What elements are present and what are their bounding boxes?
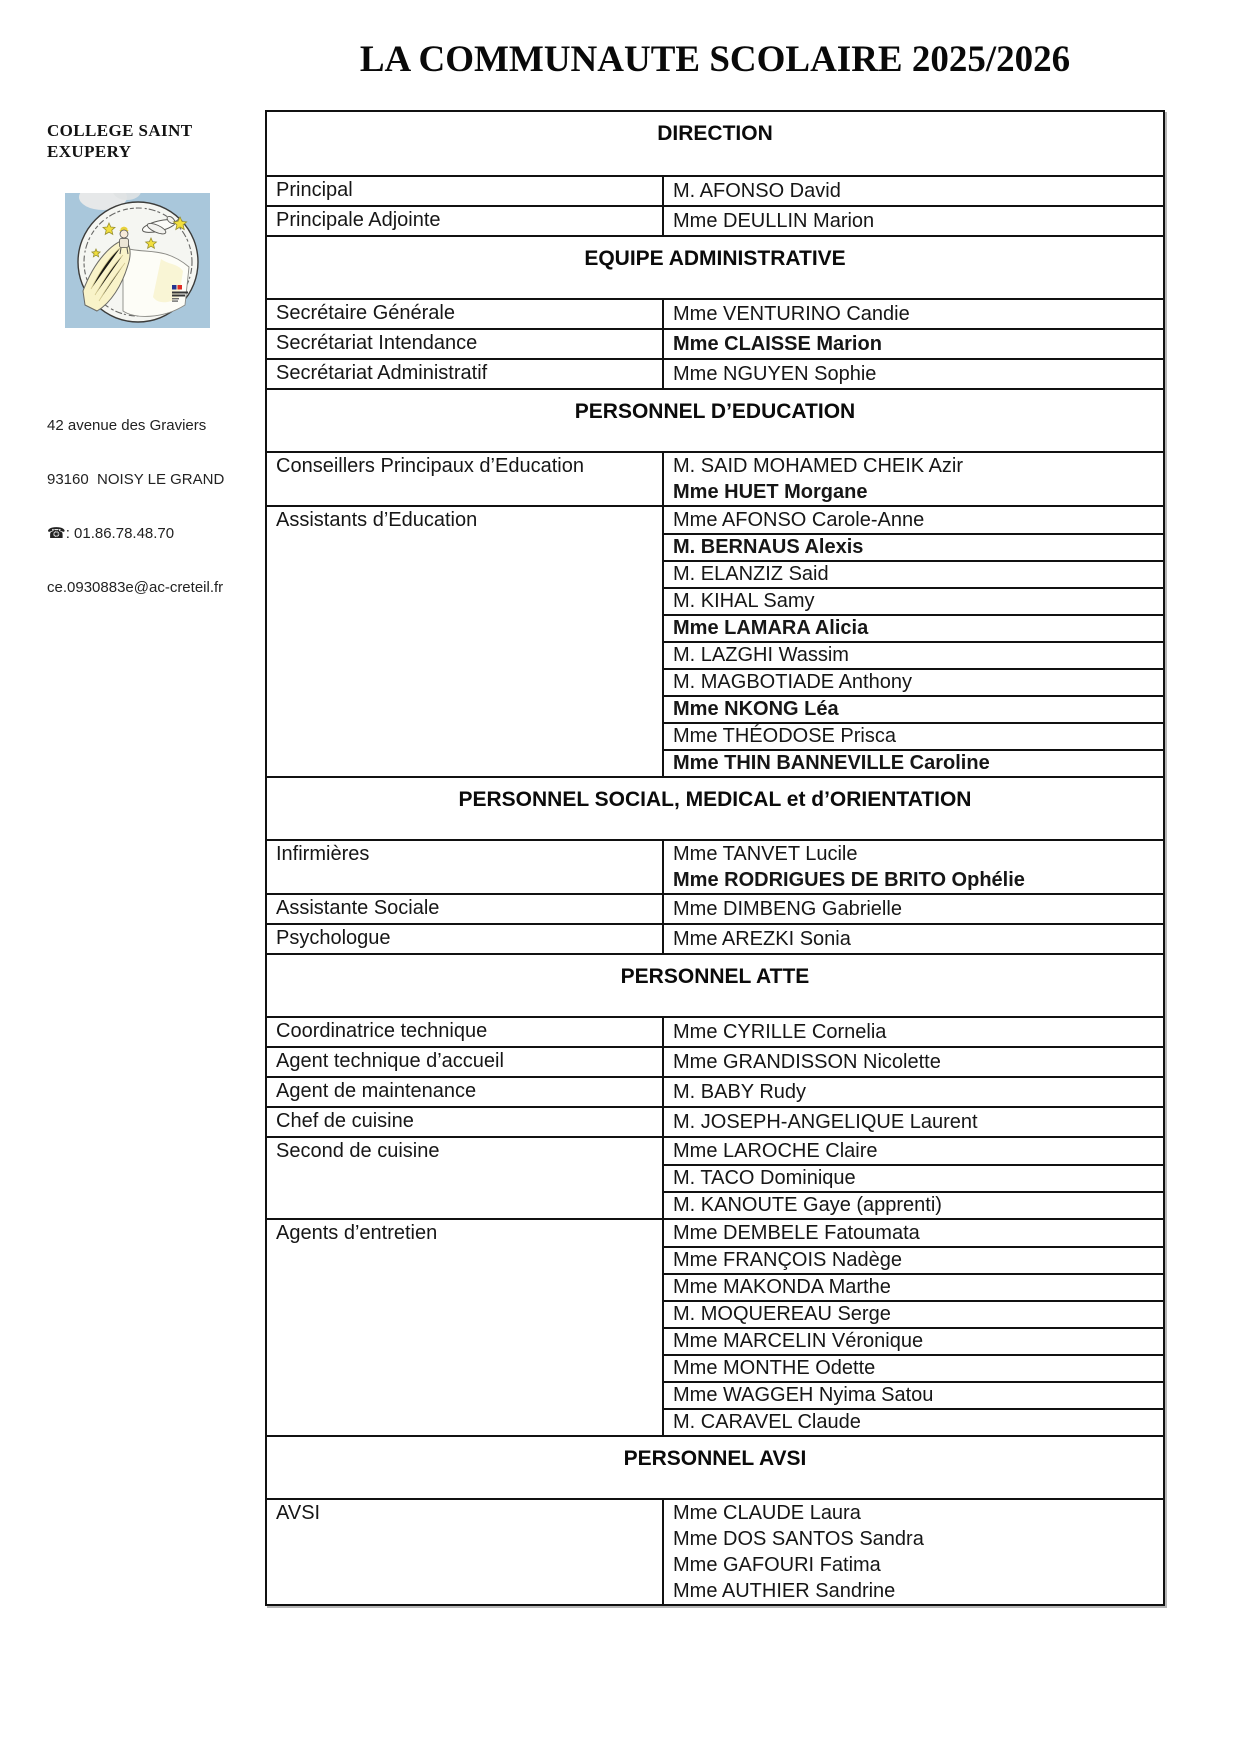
row-label: Coordinatrice technique [267,1018,664,1046]
directory-row [267,175,1163,205]
row-label: Assistante Sociale [267,895,664,923]
person-name: Mme NGUYEN Sophie [673,362,877,385]
person-name: M. TACO Dominique [664,1164,1163,1191]
row-names [664,1018,1163,1046]
directory-row [267,358,1163,388]
directory-row [267,298,1163,328]
section-header: EQUIPE ADMINISTRATIVE [267,235,1163,298]
row-label: Secrétariat Intendance [267,330,664,358]
row-label: Infirmières [267,841,664,893]
row-names [664,300,1163,328]
person-name: M. ELANZIZ Said [664,560,1163,587]
school-name-line2: EXUPERY [47,142,132,161]
row-names [664,177,1163,205]
school-name [47,120,247,162]
directory-row [267,328,1163,358]
person-name: Mme AFONSO Carole-Anne [673,508,925,531]
section-header: PERSONNEL SOCIAL, MEDICAL et d’ORIENTATION [267,776,1163,839]
person-name: M. MOQUEREAU Serge [664,1300,1163,1327]
person-name: M. MAGBOTIADE Anthony [664,668,1163,695]
row-label: Psychologue [267,925,664,953]
row-names [664,207,1163,235]
person-name: Mme AUTHIER Sandrine [673,1579,896,1602]
person-name: Mme THÉODOSE Prisca [664,722,1163,749]
row-label: Conseillers Principaux d’Education [267,453,664,505]
person-name: M. JOSEPH-ANGELIQUE Laurent [673,1110,978,1133]
person-name: Mme NKONG Léa [664,695,1163,722]
person-name: Mme RODRIGUES DE BRITO Ophélie [673,868,1025,891]
person-name: Mme HUET Morgane [673,480,868,503]
person-name: Mme THIN BANNEVILLE Caroline [664,749,1163,776]
row-label: Second de cuisine [267,1138,664,1218]
person-name: Mme VENTURINO Candie [673,302,910,325]
address-line-2: 93160 NOISY LE GRAND [47,471,225,488]
row-label: Agent technique d’accueil [267,1048,664,1076]
row-names [664,925,1163,953]
row-label: Assistants d’Education [267,507,664,776]
row-label: Secrétariat Administratif [267,360,664,388]
person-name: Mme LAROCHE Claire [673,1139,878,1162]
directory-row [267,1106,1163,1136]
row-names [664,1220,1163,1435]
row-names [664,330,1163,358]
person-name: Mme CYRILLE Cornelia [673,1020,887,1043]
directory-row [267,1076,1163,1106]
phone-icon: ☎ [47,525,66,542]
row-names [664,1500,1163,1604]
directory-row [267,893,1163,923]
address-line-1: 42 avenue des Graviers [47,417,207,434]
page-title: LA COMMUNAUTE SCOLAIRE 2025/2026 [359,39,1071,80]
phone-number: : 01.86.78.48.70 [65,525,175,542]
row-names [664,360,1163,388]
directory-row [267,451,1163,505]
person-name: Mme AREZKI Sonia [673,927,851,950]
school-address-block [47,381,257,633]
row-names [664,895,1163,923]
directory-row [267,1046,1163,1076]
row-names [664,507,1163,776]
row-label: Principal [267,177,664,205]
person-name: Mme TANVET Lucile [673,842,858,865]
row-names [664,1108,1163,1136]
person-name: Mme CLAISSE Marion [673,332,882,355]
directory-row [267,1218,1163,1435]
school-logo [65,193,210,328]
school-name-line1: COLLEGE SAINT [47,121,193,140]
row-label: Chef de cuisine [267,1108,664,1136]
person-name: M. AFONSO David [673,179,841,202]
row-label: AVSI [267,1500,664,1604]
phone-line [47,525,257,543]
directory-row [267,1016,1163,1046]
row-label: Principale Adjointe [267,207,664,235]
section-header: PERSONNEL AVSI [267,1435,1163,1498]
row-label: Agents d’entretien [267,1220,664,1435]
person-name: Mme DEULLIN Marion [673,209,875,232]
row-names [664,453,1163,505]
person-name: Mme MONTHE Odette [664,1354,1163,1381]
person-name: M. BERNAUS Alexis [664,533,1163,560]
row-names [664,1048,1163,1076]
email-address: ce.0930883e@ac-creteil.fr [47,579,224,596]
person-name: Mme GAFOURI Fatima [673,1553,881,1576]
row-names [664,841,1163,893]
row-names [664,1138,1163,1218]
person-name: Mme LAMARA Alicia [664,614,1163,641]
directory-row [267,1136,1163,1218]
person-name: Mme CLAUDE Laura [673,1501,861,1524]
directory-row [267,505,1163,776]
row-label: Agent de maintenance [267,1078,664,1106]
row-names [664,1078,1163,1106]
person-name: M. LAZGHI Wassim [664,641,1163,668]
person-name: Mme DIMBENG Gabrielle [673,897,902,920]
person-name: M. KANOUTE Gaye (apprenti) [664,1191,1163,1218]
person-name: Mme MAKONDA Marthe [664,1273,1163,1300]
person-name: Mme DEMBELE Fatoumata [673,1221,920,1244]
person-name: Mme GRANDISSON Nicolette [673,1050,941,1073]
person-name: Mme WAGGEH Nyima Satou [664,1381,1163,1408]
person-name: M. SAID MOHAMED CHEIK Azir [673,454,964,477]
section-header: DIRECTION [657,122,773,145]
directory-row [267,1498,1163,1604]
person-name: Mme DOS SANTOS Sandra [673,1527,924,1550]
little-prince-logo-drawing [65,193,210,328]
directory-row [267,923,1163,953]
directory-row [267,839,1163,893]
directory-row [267,205,1163,235]
row-label: Secrétaire Générale [267,300,664,328]
directory-table [265,110,1165,1606]
section-header: PERSONNEL D’EDUCATION [267,388,1163,451]
person-name: Mme MARCELIN Véronique [664,1327,1163,1354]
person-name: M. CARAVEL Claude [664,1408,1163,1435]
section-header: PERSONNEL ATTE [267,953,1163,1016]
person-name: Mme FRANÇOIS Nadège [664,1246,1163,1273]
person-name: M. BABY Rudy [673,1080,807,1103]
person-name: M. KIHAL Samy [664,587,1163,614]
